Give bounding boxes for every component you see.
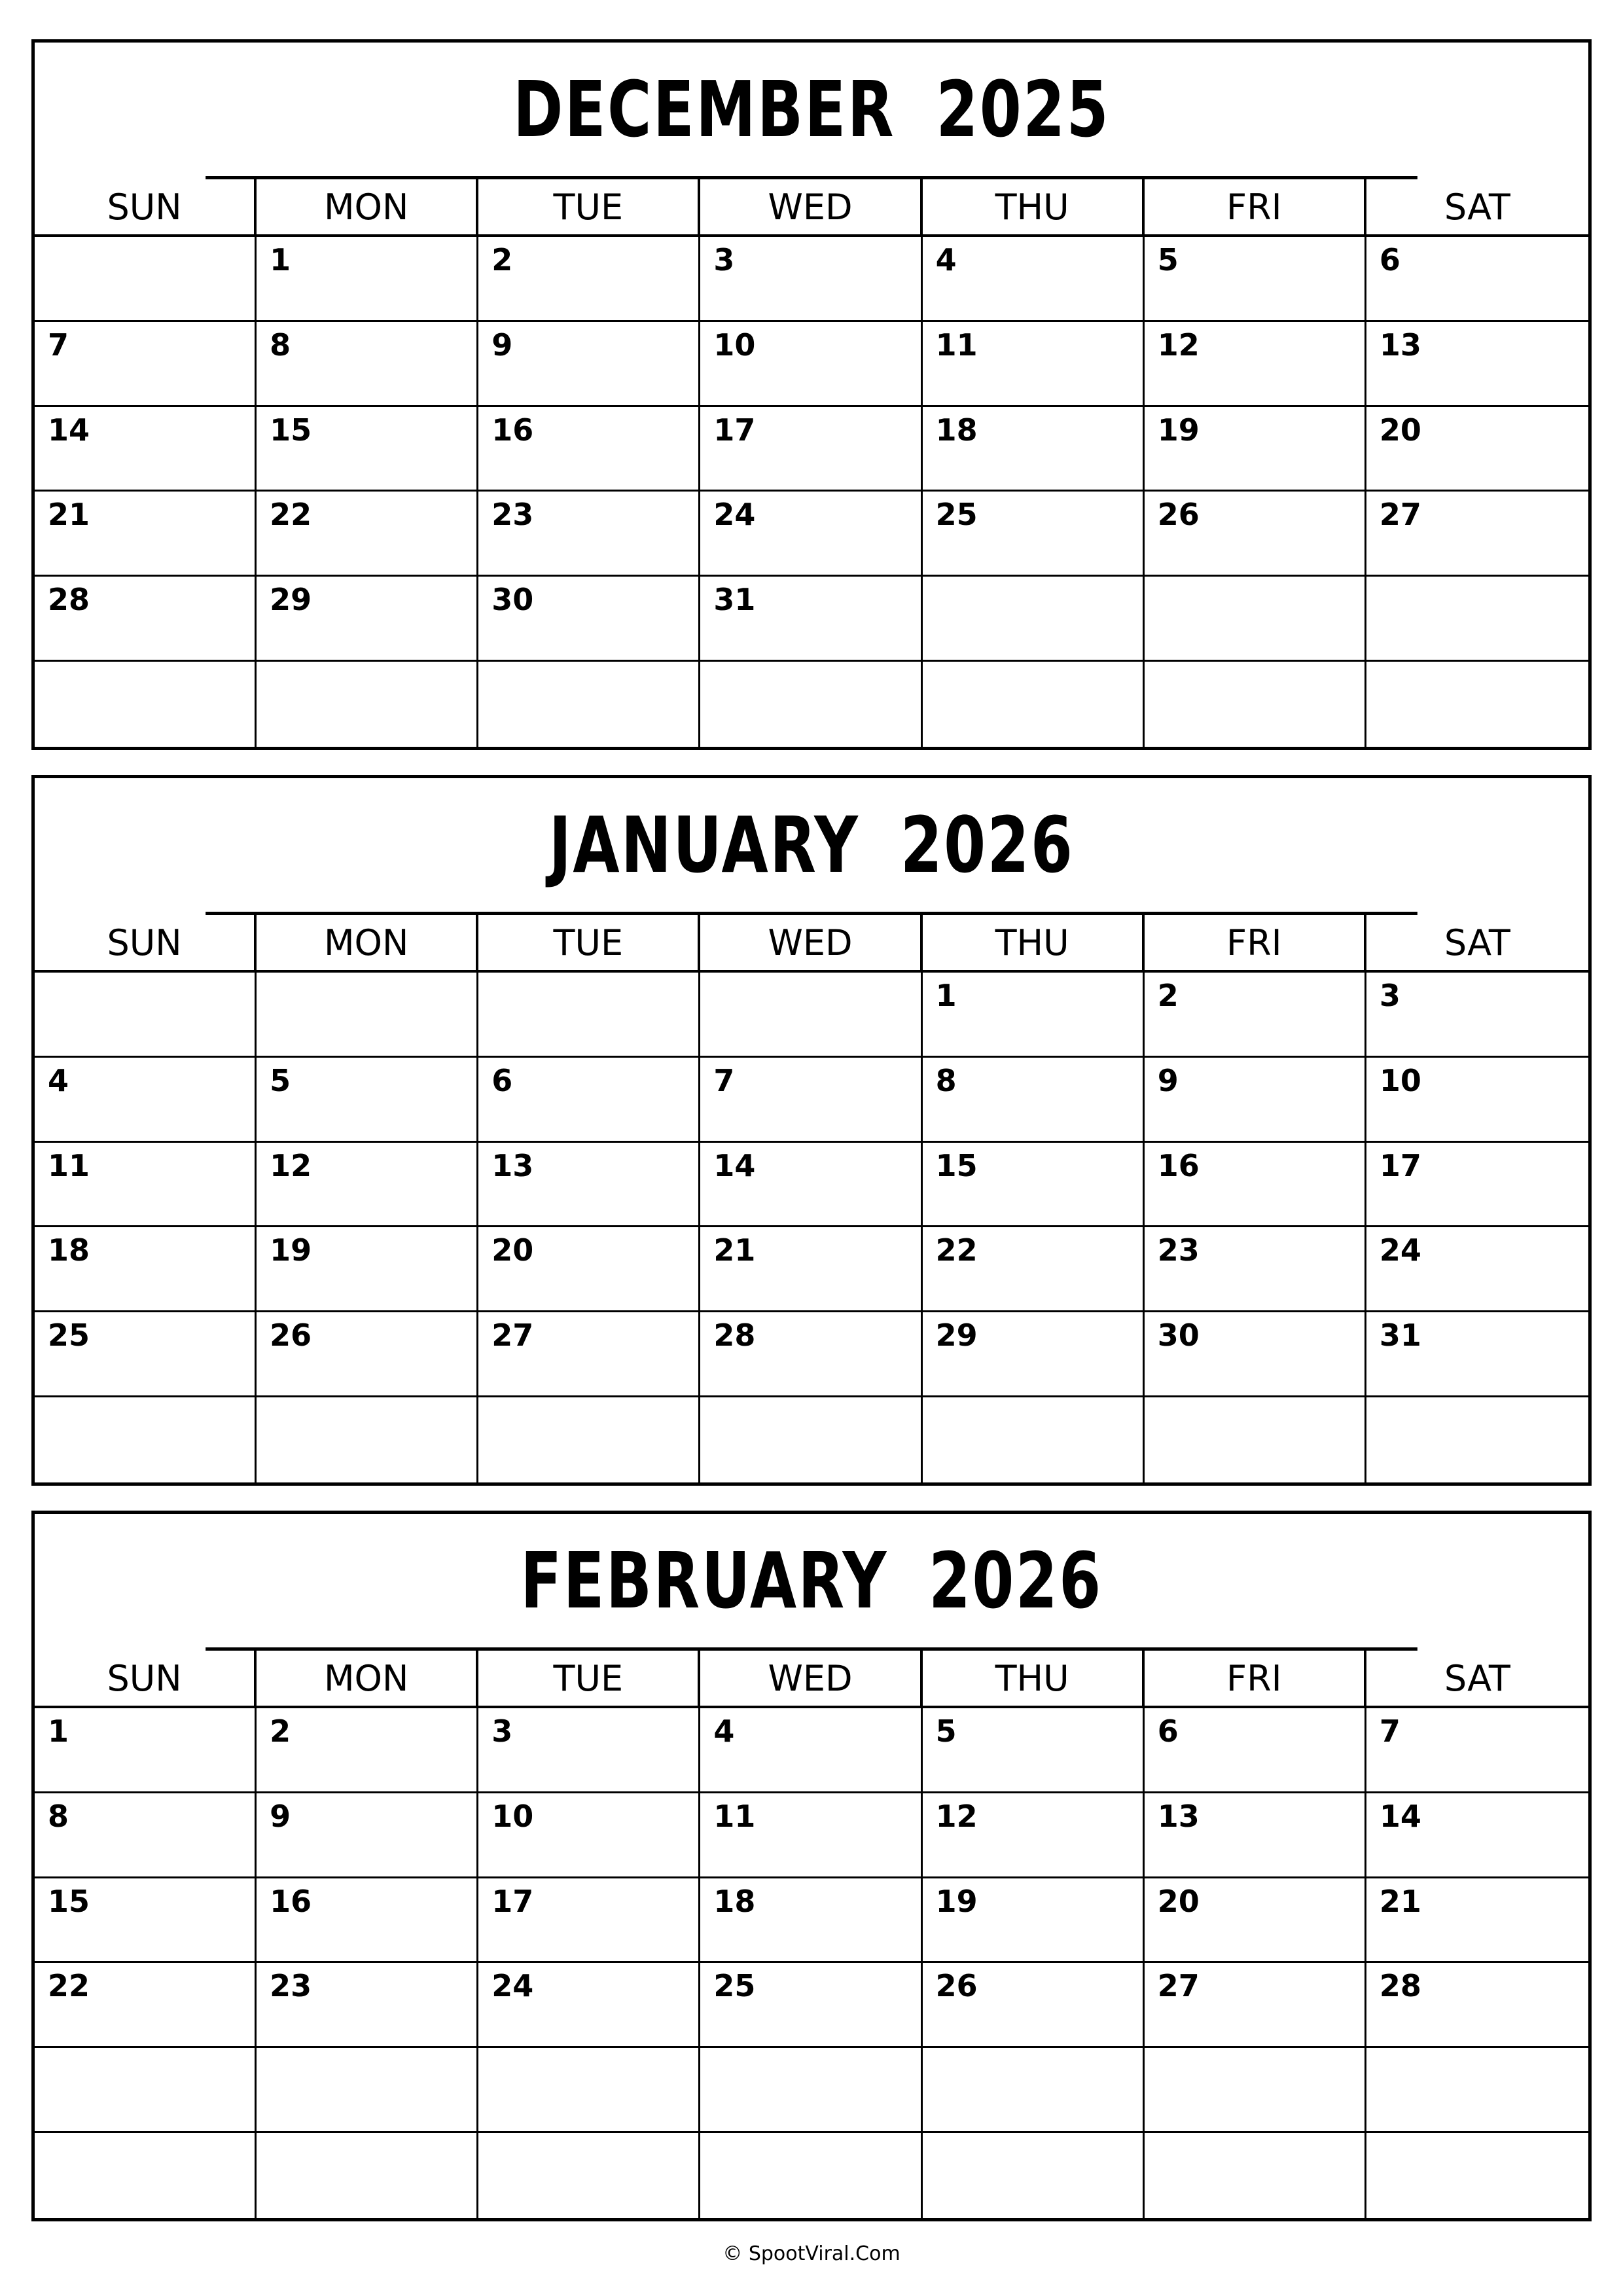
- day-cell: [35, 407, 257, 492]
- day-number: 25: [935, 497, 978, 533]
- day-number: 5: [270, 1062, 291, 1098]
- day-number: 7: [713, 1062, 735, 1098]
- day-cell: [35, 577, 257, 662]
- day-number: 27: [1379, 497, 1421, 533]
- day-cell: [478, 2048, 700, 2133]
- month-title: FEBRUARY 2026: [205, 1514, 1418, 1651]
- day-cell: [1145, 2048, 1366, 2133]
- day-number: 17: [713, 412, 756, 448]
- day-cell: [1366, 2048, 1588, 2133]
- day-cell: [700, 237, 922, 322]
- day-cell: [257, 1793, 478, 1878]
- day-number: 21: [713, 1232, 756, 1268]
- day-cell: [478, 577, 700, 662]
- day-number: 11: [48, 1147, 90, 1183]
- day-cell: [257, 1708, 478, 1793]
- day-number: 4: [713, 1713, 735, 1749]
- day-cell: [478, 662, 700, 747]
- day-cell: [257, 1143, 478, 1228]
- day-number: 4: [48, 1062, 69, 1098]
- day-cell: [1366, 1143, 1588, 1228]
- day-cell: [1145, 1397, 1366, 1482]
- day-number: 6: [1379, 242, 1400, 278]
- day-cell: [1145, 1227, 1366, 1312]
- day-number: 11: [935, 327, 978, 363]
- day-cell: [257, 577, 478, 662]
- day-number: 3: [1379, 978, 1400, 1013]
- day-number: 8: [935, 1062, 957, 1098]
- day-cell: [35, 2048, 257, 2133]
- day-cell: [257, 1312, 478, 1397]
- day-cell: [257, 1058, 478, 1143]
- day-cell: [700, 1708, 922, 1793]
- days-grid: [35, 237, 1588, 747]
- day-cell: [1366, 1227, 1588, 1312]
- day-number: 27: [491, 1318, 534, 1354]
- day-cell: [700, 1143, 922, 1228]
- day-cell: [478, 1963, 700, 2048]
- weekday-header-row: [35, 179, 1588, 237]
- day-cell: [700, 492, 922, 577]
- day-cell: [35, 237, 257, 322]
- day-number: 30: [1157, 1318, 1200, 1354]
- day-cell: [257, 237, 478, 322]
- day-cell: [478, 1793, 700, 1878]
- day-cell: [35, 1143, 257, 1228]
- day-number: 28: [48, 582, 90, 618]
- day-cell: [1366, 237, 1588, 322]
- day-cell: [700, 1793, 922, 1878]
- weekday-label-thu: THU: [923, 1651, 1145, 1706]
- day-cell: [478, 973, 700, 1058]
- day-cell: [923, 2133, 1145, 2218]
- weekday-label-mon: MON: [257, 179, 478, 234]
- day-cell: [1145, 322, 1366, 407]
- day-cell: [923, 973, 1145, 1058]
- day-cell: [35, 1963, 257, 2048]
- day-number: 13: [491, 1147, 534, 1183]
- day-number: 24: [491, 1968, 534, 2004]
- day-cell: [923, 492, 1145, 577]
- weekday-label-wed: WED: [700, 915, 922, 970]
- day-cell: [35, 1878, 257, 1964]
- day-number: 13: [1157, 1798, 1200, 1834]
- day-number: 4: [935, 242, 957, 278]
- day-number: 31: [713, 582, 756, 618]
- day-number: 11: [713, 1798, 756, 1834]
- day-number: 22: [935, 1232, 978, 1268]
- day-cell: [1366, 2133, 1588, 2218]
- day-cell: [700, 577, 922, 662]
- day-cell: [478, 1708, 700, 1793]
- day-number: 2: [491, 242, 513, 278]
- day-cell: [700, 1227, 922, 1312]
- day-cell: [478, 1397, 700, 1482]
- day-number: 12: [1157, 327, 1200, 363]
- weekday-label-tue: TUE: [478, 915, 700, 970]
- day-number: 17: [1379, 1147, 1421, 1183]
- day-cell: [35, 1708, 257, 1793]
- day-number: 29: [935, 1318, 978, 1354]
- day-number: 7: [48, 327, 69, 363]
- day-cell: [1366, 407, 1588, 492]
- day-number: 9: [270, 1798, 291, 1834]
- day-number: 13: [1379, 327, 1421, 363]
- day-cell: [1366, 1793, 1588, 1878]
- day-cell: [1366, 1397, 1588, 1482]
- day-number: 2: [270, 1713, 291, 1749]
- day-number: 22: [270, 497, 312, 533]
- day-cell: [35, 1397, 257, 1482]
- day-cell: [700, 407, 922, 492]
- day-cell: [1145, 492, 1366, 577]
- day-number: 23: [1157, 1232, 1200, 1268]
- day-number: 30: [491, 582, 534, 618]
- day-cell: [700, 2133, 922, 2218]
- day-cell: [35, 1227, 257, 1312]
- day-number: 18: [713, 1883, 756, 1919]
- day-cell: [35, 322, 257, 407]
- day-cell: [923, 662, 1145, 747]
- day-number: 10: [1379, 1062, 1421, 1098]
- day-cell: [923, 407, 1145, 492]
- day-cell: [257, 1397, 478, 1482]
- day-cell: [1366, 1878, 1588, 1964]
- day-cell: [478, 1143, 700, 1228]
- day-cell: [923, 1227, 1145, 1312]
- day-cell: [35, 492, 257, 577]
- day-cell: [478, 492, 700, 577]
- day-number: 9: [1157, 1062, 1179, 1098]
- day-cell: [35, 1058, 257, 1143]
- day-number: 28: [713, 1318, 756, 1354]
- day-number: 14: [48, 412, 90, 448]
- days-grid: [35, 1708, 1588, 2218]
- weekday-label-sat: SAT: [1444, 1657, 1510, 1699]
- day-number: 1: [935, 978, 957, 1013]
- day-cell: [1145, 1312, 1366, 1397]
- month-calendar-december-2025: [31, 39, 1592, 750]
- weekday-label-fri: FRI: [1145, 915, 1366, 970]
- day-number: 7: [1379, 1713, 1400, 1749]
- day-cell: [35, 1312, 257, 1397]
- day-number: 16: [1157, 1147, 1200, 1183]
- day-number: 5: [1157, 242, 1179, 278]
- day-cell: [35, 2133, 257, 2218]
- day-number: 18: [48, 1232, 90, 1268]
- weekday-label-fri: FRI: [1145, 1651, 1366, 1706]
- day-number: 15: [935, 1147, 978, 1183]
- day-cell: [923, 1793, 1145, 1878]
- day-cell: [1145, 237, 1366, 322]
- weekday-label-mon: MON: [257, 1651, 478, 1706]
- day-cell: [478, 1058, 700, 1143]
- day-cell: [700, 1312, 922, 1397]
- day-cell: [1366, 1963, 1588, 2048]
- day-cell: [1145, 577, 1366, 662]
- weekday-label-tue: TUE: [478, 1651, 700, 1706]
- day-cell: [1366, 322, 1588, 407]
- day-number: 28: [1379, 1968, 1421, 2004]
- day-cell: [700, 1058, 922, 1143]
- day-cell: [923, 1878, 1145, 1964]
- day-number: 15: [48, 1883, 90, 1919]
- day-number: 2: [1157, 978, 1179, 1013]
- day-number: 6: [491, 1062, 513, 1098]
- day-cell: [700, 322, 922, 407]
- day-number: 20: [1379, 412, 1421, 448]
- day-number: 23: [270, 1968, 312, 2004]
- day-number: 1: [48, 1713, 69, 1749]
- day-cell: [700, 973, 922, 1058]
- day-cell: [923, 1312, 1145, 1397]
- day-cell: [257, 973, 478, 1058]
- day-number: 21: [48, 497, 90, 533]
- day-number: 26: [1157, 497, 1200, 533]
- day-cell: [700, 1878, 922, 1964]
- day-number: 24: [1379, 1232, 1421, 1268]
- day-cell: [478, 1878, 700, 1964]
- day-cell: [923, 1708, 1145, 1793]
- day-cell: [478, 2133, 700, 2218]
- month-title: DECEMBER 2025: [205, 43, 1418, 179]
- day-number: 8: [48, 1798, 69, 1834]
- weekday-label-sun: SUN: [35, 915, 257, 970]
- day-cell: [257, 407, 478, 492]
- day-number: 5: [935, 1713, 957, 1749]
- day-cell: [1366, 1708, 1588, 1793]
- day-cell: [1145, 2133, 1366, 2218]
- day-cell: [1145, 1793, 1366, 1878]
- weekday-label-tue: TUE: [478, 179, 700, 234]
- day-number: 14: [1379, 1798, 1421, 1834]
- day-cell: [257, 322, 478, 407]
- day-number: 23: [491, 497, 534, 533]
- day-cell: [1366, 577, 1588, 662]
- day-cell: [1145, 407, 1366, 492]
- weekday-header-row: [35, 915, 1588, 973]
- weekday-label-fri: FRI: [1145, 179, 1366, 234]
- day-number: 20: [491, 1232, 534, 1268]
- day-cell: [35, 662, 257, 747]
- day-cell: [1145, 1878, 1366, 1964]
- day-number: 26: [935, 1968, 978, 2004]
- day-number: 19: [935, 1883, 978, 1919]
- day-cell: [700, 2048, 922, 2133]
- day-number: 17: [491, 1883, 534, 1919]
- day-cell: [1145, 1143, 1366, 1228]
- weekday-label-thu: THU: [923, 915, 1145, 970]
- day-number: 3: [491, 1713, 513, 1749]
- day-number: 24: [713, 497, 756, 533]
- weekday-header-row: [35, 1651, 1588, 1708]
- day-number: 6: [1157, 1713, 1179, 1749]
- day-cell: [1145, 1963, 1366, 2048]
- day-number: 25: [713, 1968, 756, 2004]
- day-cell: [478, 322, 700, 407]
- day-cell: [478, 407, 700, 492]
- weekday-label-sat: SAT: [1444, 186, 1510, 228]
- day-cell: [478, 1312, 700, 1397]
- weekday-label-mon: MON: [257, 915, 478, 970]
- day-cell: [478, 1227, 700, 1312]
- weekday-label-sun: SUN: [35, 179, 257, 234]
- month-title: JANUARY 2026: [205, 778, 1418, 915]
- day-cell: [35, 973, 257, 1058]
- day-number: 9: [491, 327, 513, 363]
- day-cell: [257, 1227, 478, 1312]
- day-cell: [923, 1397, 1145, 1482]
- day-number: 1: [270, 242, 291, 278]
- day-cell: [700, 1963, 922, 2048]
- days-grid: [35, 973, 1588, 1482]
- footer-credit: © SpootViral.Com: [722, 2242, 901, 2265]
- day-cell: [478, 237, 700, 322]
- day-cell: [257, 1963, 478, 2048]
- day-number: 16: [270, 1883, 312, 1919]
- day-cell: [700, 1397, 922, 1482]
- day-number: 29: [270, 582, 312, 618]
- weekday-label-sun: SUN: [35, 1651, 257, 1706]
- day-number: 31: [1379, 1318, 1421, 1354]
- day-cell: [1366, 662, 1588, 747]
- weekday-label-thu: THU: [923, 179, 1145, 234]
- month-calendar-february-2026: [31, 1511, 1592, 2221]
- day-cell: [923, 1143, 1145, 1228]
- day-cell: [257, 492, 478, 577]
- day-cell: [257, 2048, 478, 2133]
- day-number: 15: [270, 412, 312, 448]
- day-number: 21: [1379, 1883, 1421, 1919]
- day-number: 10: [713, 327, 756, 363]
- day-number: 25: [48, 1318, 90, 1354]
- day-cell: [1145, 1708, 1366, 1793]
- weekday-label-wed: WED: [700, 1651, 922, 1706]
- day-cell: [923, 1058, 1145, 1143]
- day-cell: [700, 662, 922, 747]
- day-number: 19: [270, 1232, 312, 1268]
- weekday-label-sat: SAT: [1444, 922, 1510, 963]
- day-number: 12: [935, 1798, 978, 1834]
- day-number: 12: [270, 1147, 312, 1183]
- month-calendar-january-2026: [31, 775, 1592, 1486]
- day-number: 20: [1157, 1883, 1200, 1919]
- day-number: 16: [491, 412, 534, 448]
- day-cell: [1366, 492, 1588, 577]
- day-cell: [1366, 973, 1588, 1058]
- day-number: 22: [48, 1968, 90, 2004]
- day-number: 19: [1157, 412, 1200, 448]
- day-cell: [1366, 1312, 1588, 1397]
- day-number: 27: [1157, 1968, 1200, 2004]
- day-cell: [1366, 1058, 1588, 1143]
- day-number: 8: [270, 327, 291, 363]
- day-cell: [1145, 1058, 1366, 1143]
- day-cell: [923, 1963, 1145, 2048]
- day-number: 18: [935, 412, 978, 448]
- day-number: 26: [270, 1318, 312, 1354]
- day-cell: [257, 1878, 478, 1964]
- day-number: 10: [491, 1798, 534, 1834]
- day-cell: [1145, 662, 1366, 747]
- day-number: 14: [713, 1147, 756, 1183]
- day-cell: [923, 2048, 1145, 2133]
- day-cell: [257, 2133, 478, 2218]
- day-cell: [257, 662, 478, 747]
- day-number: 3: [713, 242, 735, 278]
- weekday-label-wed: WED: [700, 179, 922, 234]
- day-cell: [35, 1793, 257, 1878]
- day-cell: [923, 577, 1145, 662]
- day-cell: [923, 322, 1145, 407]
- day-cell: [923, 237, 1145, 322]
- day-cell: [1145, 973, 1366, 1058]
